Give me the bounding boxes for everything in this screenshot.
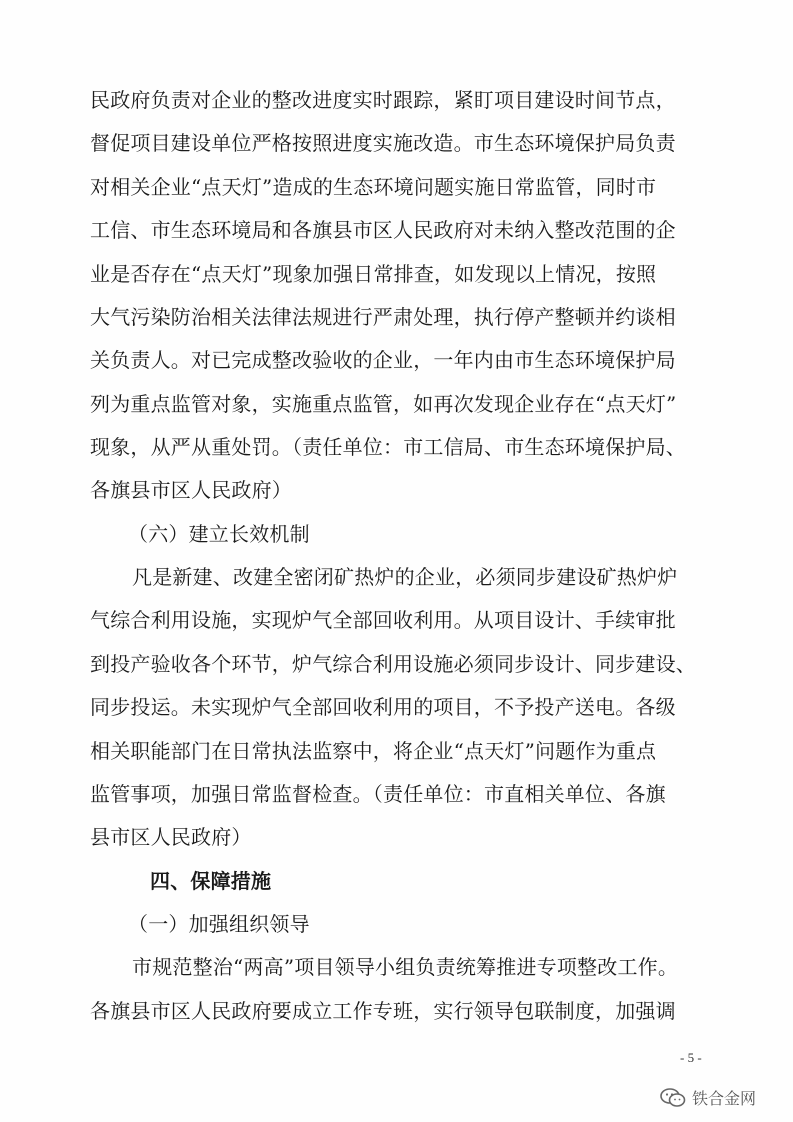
body-line-2: 督促项目建设单位严格按照进度实施改造。市生态环境保护局负责	[90, 131, 676, 155]
body-line-15: 同步投运。未实现炉气全部回收利用的项目，不予投产送电。各级	[90, 695, 676, 719]
body-line-17: 监管事项，加强日常监督检查。（责任单位：市直相关单位、各旗	[90, 782, 666, 806]
body-line-5: 业是否存在“点天灯”现象加强日常排查，如发现以上情况，按照	[90, 262, 657, 286]
chapter-heading-4: 四、保障措施	[150, 869, 272, 893]
watermark-label: 铁合金网	[692, 1089, 757, 1108]
body-line-21: 市规范整治“两高”项目领导小组负责统筹推进专项整改工作。	[132, 955, 679, 979]
body-line-18: 县市区人民政府）	[90, 825, 252, 849]
body-line-12: 凡是新建、改建全密闭矿热炉的企业，必须同步建设矿热炉炉	[132, 565, 678, 589]
body-line-3: 对相关企业“点天灯”造成的生态环境问题实施日常监管，同时市	[90, 175, 657, 199]
body-line-14: 到投产验收各个环节，炉气综合利用设施必须同步设计、同步建设、	[90, 652, 696, 676]
body-line-10: 各旗县市区人民政府）	[90, 478, 292, 502]
body-line-7: 关负责人。对已完成整改验收的企业，一年内由市生态环境保护局	[90, 348, 676, 372]
page-number: - 5 -	[680, 1050, 702, 1065]
body-line-8: 列为重点监管对象，实施重点监管，如再次发现企业存在“点天灯”	[90, 392, 677, 416]
watermark	[660, 1086, 756, 1109]
section-heading-1: （一）加强组织领导	[128, 912, 310, 936]
body-line-16: 相关职能部门在日常执法监察中，将企业“点天灯”问题作为重点	[90, 739, 657, 763]
body-line-13: 气综合利用设施，实现炉气全部回收利用。从项目设计、手续审批	[90, 608, 676, 632]
body-line-1: 民政府负责对企业的整改进度实时跟踪，紧盯项目建设时间节点，	[90, 88, 676, 112]
body-line-4: 工信、市生态环境局和各旗县市区人民政府对未纳入整改范围的企	[90, 218, 676, 242]
body-line-22: 各旗县市区人民政府要成立工作专班，实行领导包联制度，加强调	[90, 999, 676, 1023]
section-heading-6: （六）建立长效机制	[128, 522, 310, 546]
body-line-6: 大气污染防治相关法律法规进行严肃处理，执行停产整顿并约谈相	[90, 305, 676, 329]
wechat-icon	[660, 1087, 686, 1109]
body-line-9: 现象，从严从重处罚。（责任单位：市工信局、市生态环境保护局、	[90, 435, 686, 459]
